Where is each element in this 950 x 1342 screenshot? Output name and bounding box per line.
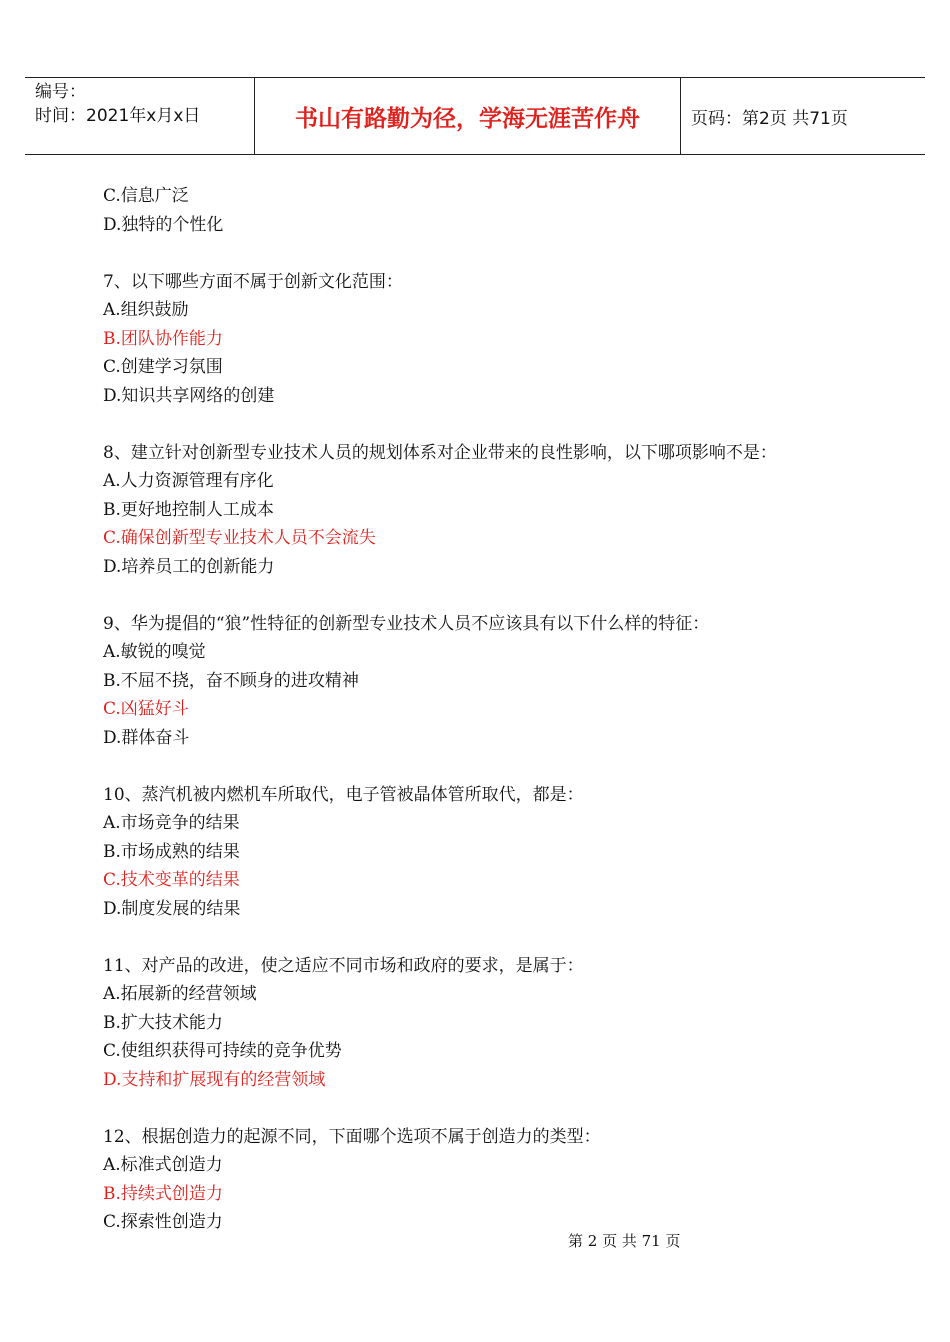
question-stem: 9、华为提倡的“狼”性特征的创新型专业技术人员不应该具有以下什么样的特征： <box>103 613 710 634</box>
option-line: D.制度发展的结果 <box>103 898 241 919</box>
option-line: B.更好地控制人工成本 <box>103 499 274 520</box>
header-page-info: 页码：第2页 共71页 <box>691 108 848 129</box>
spacer <box>103 923 777 952</box>
option-line: A.市场竞争的结果 <box>103 813 240 833</box>
option-line: B.不屈不挠，奋不顾身的进攻精神 <box>103 670 359 691</box>
option-line: A.标准式创造力 <box>103 1155 223 1175</box>
option-line: A.组织鼓励 <box>103 300 189 320</box>
question-stem: 10、蒸汽机被内燃机车所取代，电子管被晶体管所取代，都是： <box>103 784 584 805</box>
spacer <box>103 752 777 781</box>
option-line: B.市场成熟的结果 <box>103 841 240 862</box>
spacer <box>103 410 777 439</box>
correct-option-line: C.凶猛好斗 <box>103 699 189 719</box>
correct-option-line: B.持续式创造力 <box>103 1183 223 1204</box>
option-line: A.人力资源管理有序化 <box>103 471 274 491</box>
header-meta <box>35 80 200 128</box>
correct-option-line: C.确保创新型专业技术人员不会流失 <box>103 528 376 548</box>
spacer <box>103 1094 777 1123</box>
page-header <box>25 77 925 155</box>
option-line: A.拓展新的经营领域 <box>103 984 257 1004</box>
option-line: C.创建学习氛围 <box>103 357 223 377</box>
page-footer: 第 2 页 共 71 页 <box>568 1232 681 1250</box>
question-stem: 12、根据创造力的起源不同，下面哪个选项不属于创造力的类型： <box>103 1126 601 1147</box>
question-stem: 8、建立针对创新型专业技术人员的规划体系对企业带来的良性影响，以下哪项影响不是： <box>103 442 777 463</box>
option-line: B.扩大技术能力 <box>103 1012 223 1033</box>
option-line: C.探索性创造力 <box>103 1212 223 1232</box>
spacer <box>103 581 777 610</box>
document-body <box>103 182 777 1237</box>
correct-option-line: D.支持和扩展现有的经营领域 <box>103 1069 326 1090</box>
option-line: C.信息广泛 <box>103 186 189 206</box>
question-stem: 11、对产品的改进，使之适应不同市场和政府的要求，是属于： <box>103 955 584 976</box>
option-line: A.敏锐的嗅觉 <box>103 642 206 662</box>
option-line: D.独特的个性化 <box>103 214 224 235</box>
option-line: C.使组织获得可持续的竞争优势 <box>103 1041 342 1061</box>
header-divider <box>680 78 681 154</box>
option-line: D.群体奋斗 <box>103 727 190 748</box>
header-motto: 书山有路勤为径，学海无涯苦作舟 <box>295 104 640 132</box>
option-line: D.知识共享网络的创建 <box>103 385 275 406</box>
doc-number-label: 编号： <box>35 82 86 102</box>
question-stem: 7、以下哪些方面不属于创新文化范围： <box>103 271 403 292</box>
correct-option-line: C.技术变革的结果 <box>103 870 240 890</box>
spacer <box>103 239 777 268</box>
correct-option-line: B.团队协作能力 <box>103 328 223 349</box>
option-line: D.培养员工的创新能力 <box>103 556 275 577</box>
doc-time-label: 时间：2021年x月x日 <box>35 106 201 126</box>
